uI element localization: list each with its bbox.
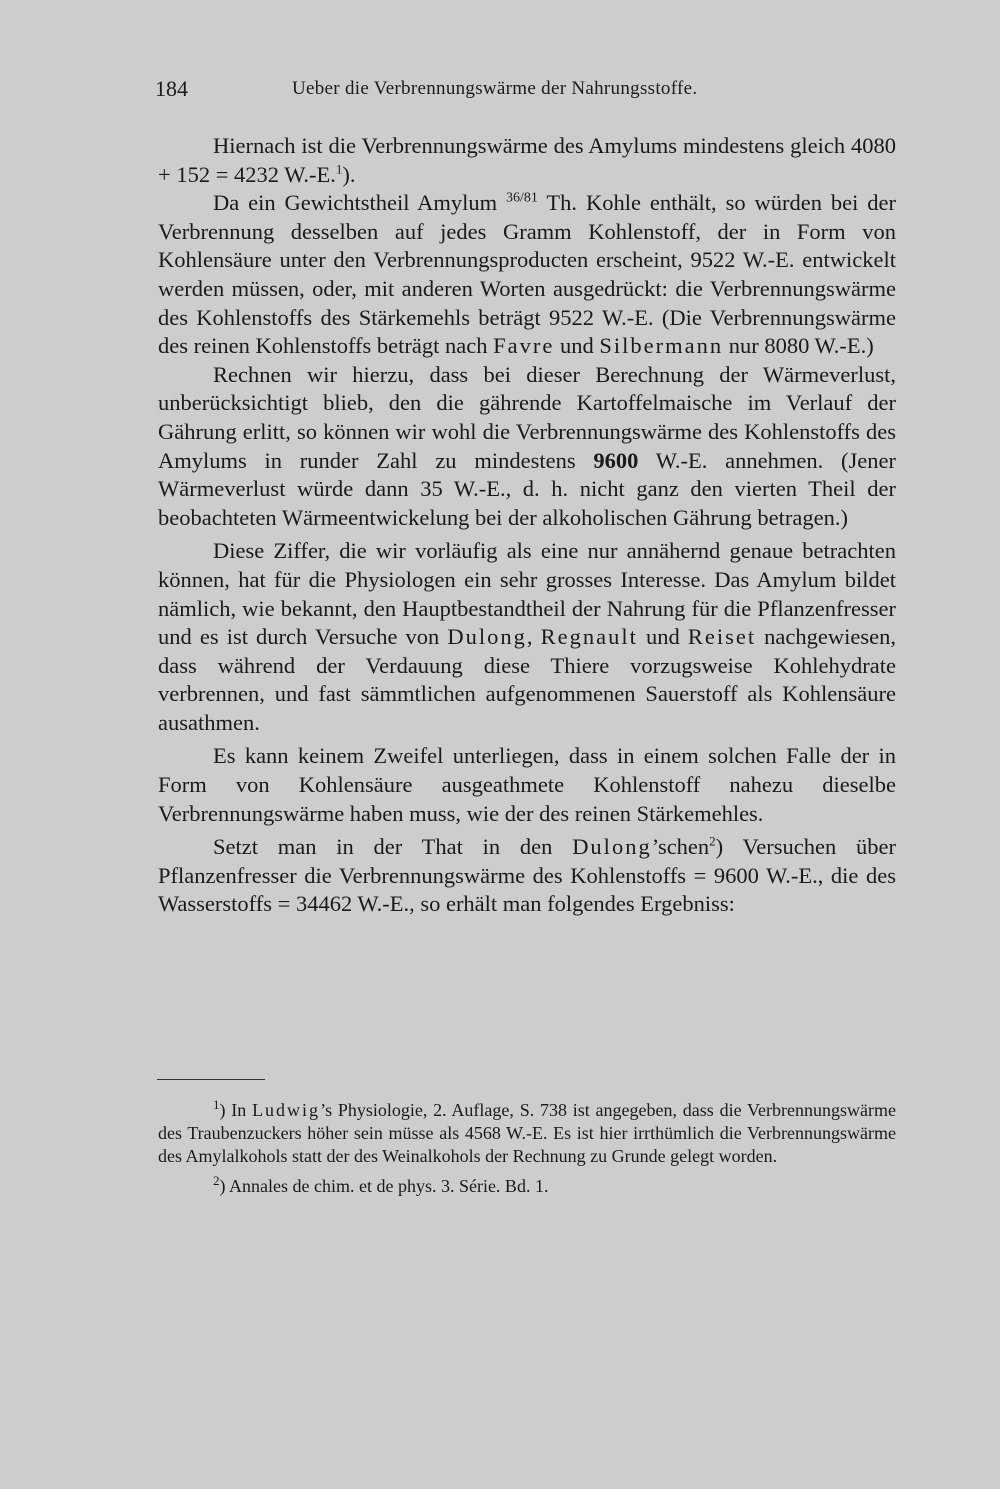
paragraph-text: ). bbox=[342, 161, 356, 187]
paragraph-text: Setzt man in der That in den bbox=[213, 834, 573, 860]
footnote-reference: 2 bbox=[709, 833, 716, 849]
paragraph-text: Diese Ziffer, die wir vorläufig als eine nur annähernd genaue betrachten können, hat für die Physiologen ein sehr grosses Interesse. Das Amylum bildet nämlich, wie bekannt, den Hauptbestandtheil der Nahrung für die Pflanzenfresser und es ist durch Versuche von bbox=[158, 538, 896, 650]
author-name: Favre bbox=[493, 333, 555, 359]
paragraph-3 bbox=[158, 361, 896, 533]
footnote-mark: 2 bbox=[213, 1173, 220, 1189]
paragraph-1 bbox=[158, 132, 896, 189]
paragraph-text: ) Versuchen über Pflanzenfresser die Verbrennungswärme des Kohlenstoffs = 9600 W.-E., die des Wasserstoffs = 34462 W.-E., so erhält man folgendes Ergebniss: bbox=[158, 834, 896, 917]
paragraph-text: Da ein Gewichtstheil Amylum bbox=[213, 190, 507, 216]
footnotes bbox=[158, 1099, 896, 1206]
paragraph-text: , bbox=[526, 624, 541, 650]
paragraph-text: W.-E. annehmen. (Jener Wärmeverlust würde dann 35 W.-E., d. h. nicht ganz den vierten Theil der beobachteten Wärmeentwickelung bei der alkoholischen Gährung betragen.) bbox=[158, 447, 896, 530]
footnote-1 bbox=[158, 1099, 896, 1167]
emphasized-value: 9600 bbox=[593, 447, 639, 473]
footnote-divider bbox=[157, 1079, 265, 1080]
page-number: 184 bbox=[155, 76, 188, 101]
footnote-mark: 1 bbox=[213, 1097, 220, 1112]
author-name: Regnault bbox=[540, 624, 638, 650]
footnote-text: ) In bbox=[219, 1100, 253, 1120]
footnote-text: ’s Physiologie, 2. Auflage, S. 738 ist angegeben, dass die Verbrennungswärme des Traubenzuckers höher sein müsse als 4568 W.-E. Es ist hier irrthümlich die Verbrennungswärme des Amylalkohols statt der des Weinalkohols der Rechnung zu Grunde gelegt worden. bbox=[158, 1100, 896, 1166]
paragraph-text: Rechnen wir hierzu, dass bei dieser Berechnung der Wärmeverlust, unberücksichtigt blieb, den die gährende Kartoffelmaische im Verlauf der Gährung erlitt, so können wir wohl die Verbrennungswärme des Kohlenstoffs des Amylums in runder Zahl zu mindestens bbox=[158, 361, 896, 473]
paragraph-2 bbox=[158, 189, 896, 361]
paragraph-text: ’schen bbox=[651, 834, 710, 860]
paragraph-text: Th. Kohle enthält, so würden bei der Verbrennung desselben auf jedes Gramm Kohlenstoff, der in Form von Kohlensäure unter den Verbrennungsproducten erscheint, 9522 W.-E. entwickelt werden müssen, oder, mit anderen Worten ausgedrückt: die Verbrennungswärme des Kohlenstoffs des Stärkemehls beträgt 9522 W.-E. (Die Verbrennungswärme des reinen Kohlenstoffs beträgt nach bbox=[158, 190, 896, 359]
paragraph-text: Hiernach ist die Verbrennungswärme des Amylums mindestens gleich 4080 + 152 = 4232 W.-E. bbox=[158, 133, 896, 187]
author-name: Dulong bbox=[447, 624, 527, 650]
author-name: Silbermann bbox=[599, 333, 724, 359]
page-header bbox=[155, 76, 900, 106]
paragraph-text: Es kann keinem Zweifel unterliegen, dass in einem solchen Falle der in Form von Kohlensäure ausgeathmete Kohlenstoff nahezu dieselbe Verbrennungswärme haben muss, wie der des reinen Stärkemehles. bbox=[158, 743, 896, 826]
author-name: Dulong bbox=[572, 834, 652, 860]
paragraph-6 bbox=[158, 833, 896, 919]
paragraph-text: nachgewiesen, dass während der Verdauung diese Thiere vorzugsweise Kohlehydrate verbrennen, und fast sämmtlichen aufgenommenen Sauerstoff als Kohlensäure ausathmen. bbox=[158, 624, 896, 735]
author-name: Reiset bbox=[687, 624, 757, 650]
paragraph-4 bbox=[158, 537, 896, 737]
main-text bbox=[158, 132, 896, 919]
paragraph-text: nur 8080 W.-E.) bbox=[723, 333, 874, 359]
fraction: 36/81 bbox=[506, 190, 538, 206]
paragraph-text: und bbox=[554, 333, 600, 359]
running-title: Ueber die Verbrennungswärme der Nahrungsstoffe. bbox=[292, 78, 698, 99]
footnote-text: ) Annales de chim. et de phys. 3. Série. Bd. 1. bbox=[219, 1176, 549, 1197]
paragraph-5 bbox=[158, 742, 896, 828]
footnote-2 bbox=[158, 1175, 896, 1198]
author-name: Ludwig bbox=[252, 1100, 321, 1120]
footnote-reference: 1 bbox=[335, 161, 343, 177]
paragraph-text: und bbox=[637, 624, 688, 650]
